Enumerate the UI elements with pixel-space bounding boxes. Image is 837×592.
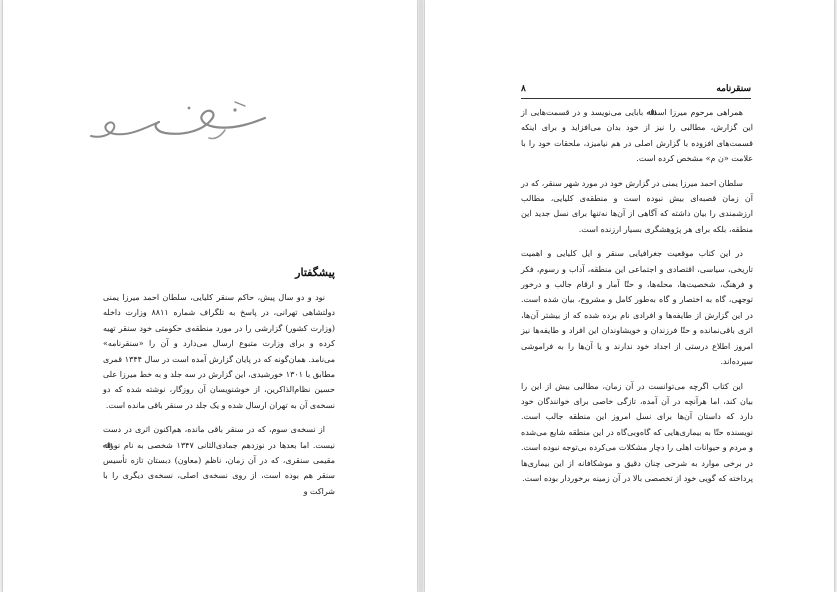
paragraph: این کتاب اگرچه می‌توانست در آن زمان، مطالبی بیش از این را بیان کند، اما هرآنچه در آن آمده، تازگی خاصی برای خوانندگان خود دارد که داستان آن‌ها برای نسل امروز این منطقه جالب است. نویسنده حتّا به بیماری‌هایی که گاه‌وبی‌گاه در این منطقه شایع می‌شده و مردم و حیوانات اهلی را دچار مشکلات می‌کرده بی‌توجه نبوده است. در برخی موارد به شرحی چنان دقیق و موشکافانه از این بیماری‌ها پرداخته که گویی خود از تخصصی بالا در آن زمینه برخوردار بوده است. <box>521 381 753 483</box>
left-page <box>3 0 417 592</box>
paragraph: همراهی مرحوم میرزا اسداﷲ بابایی می‌نویسد و در قسمت‌هایی از این گزارش، مطالبی را نیز از خود بدان می‌افزاید و برای اینکه قسمت‌های افزوده با گزارش اصلی در هم نیامیزد، ملحقات خود را با علامت «ن م» مشخص کرده است. <box>521 108 753 164</box>
running-header <box>521 84 751 99</box>
page-number: ۸ <box>521 84 526 94</box>
paragraph: نود و دو سال پیش، حاکم سنقر کلیایی، سلطان احمد میرزا یمنی دولتشاهی تهرانی، در پاسخ به تلگراف شماره ۸۸۱۱ وزارت داخله (وزارت کشور) گزارشی را در مورد منطقه‌ی حکومتی خود سنقر تهیه کرده و برای وزارت متبوع ارسال می‌دارد و آن را «سنقرنامه» می‌نامد. همان‌گونه که در پایان گزارش آمده است در سال ۱۳۴۴ قمری مطابق با ۱۳۰۱ خورشیدی، این گزارش در سه جلد و به خط میرزا علی حسین نظام‌الذاکرین، از خوشنویسان آن روزگار، نوشته شده که دو نسخه‌ی آن به تهران ارسال شده و یک جلد در سنقر باقی مانده است. <box>103 293 336 410</box>
right-page <box>425 0 834 592</box>
paragraph: سلطان احمد میرزا یمنی در گزارش خود در مورد شهر سنقر، که در آن زمان قصبه‌ای بیش نبوده است و منطقه‌ی کلیایی، مطالب ارزشمندی را بیان داشته که آگاهی از آن‌ها نه‌تنها برای نسل جدید این منطقه، بلکه برای هر پژوهشگری بسیار ارزنده است. <box>521 178 753 234</box>
page-gutter <box>419 0 423 592</box>
paragraph: در این کتاب موقعیت جغرافیایی سنقر و ایل کلیایی و اهمیت تاریخی، سیاسی، اقتصادی و اجتماعی این منطقه، آداب و رسوم، فکر و فرهنگ، شخصیت‌ها، محله‌ها، و حتّا آمار و ارقام جالب و درخور توجهی، گاه به اختصار و گاه به‌طور کامل و مشروح، بیان شده است. در این گزارش از طایفه‌ها و افرادی نام برده شده که از بیشتر آن‌ها، اثری باقی‌نمانده و حتّا فرزندان و خویشاوندان این افراد و طایفه‌ها نیز امروز اطلاع درستی از اجداد خود ندارند و یا آن‌ها را به فراموشی سپرده‌اند. <box>521 249 753 367</box>
left-page-body <box>103 290 335 508</box>
paragraph: از نسخه‌ی سوم، که در سنقر باقی مانده، هم‌اکنون اثری در دست نیست. اما بعدها در نوزدهم جمادی‌الثانی ۱۳۴۷ شخصی به نام نوراﷲ مقیمی سنقری، که در آن زمان، ناظم (معاون) دبستان تازه تأسیس سنقر هم بوده است، از روی نسخه‌ی اصلی، نسخه‌ی دیگری را با شراکت و <box>103 425 335 496</box>
section-title: پیشگفتار <box>295 266 335 279</box>
right-page-body <box>521 105 753 495</box>
title-calligraphy-image <box>85 100 275 150</box>
running-title: سنقرنامه <box>716 84 751 94</box>
